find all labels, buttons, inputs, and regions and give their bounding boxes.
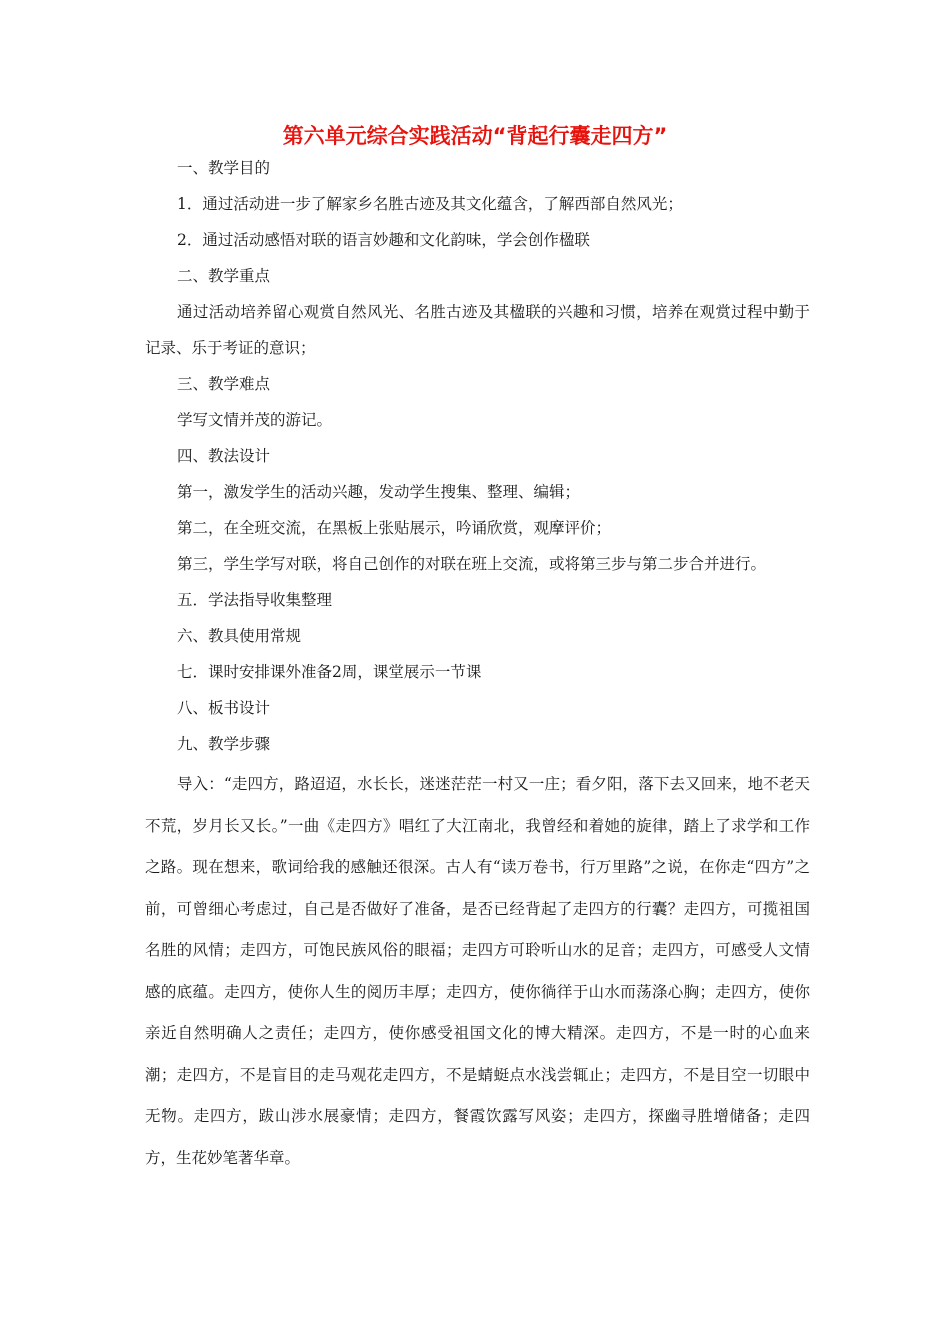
objective-item-2: 2．通过活动感悟对联的语言妙趣和文化韵味，学会创作楹联: [177, 231, 590, 249]
intro-paragraph: 导入：“走四方，路迢迢，水长长，迷迷茫茫一村又一庄；看夕阳，落下去又回来，地不老天不荒，岁月长又长。”一曲《走四方》唱红了大江南北，我曾经和着她的旋律，踏上了求学和工作之路。现在想来，歌词给我的感触还很深。古人有“读万卷书，行万里路”之说，在你走“四方”之前，可曾细心考虑过，自己是否做好了准备，是否已经背起了走四方的行囊？走四方，可揽祖国名胜的风情；走四方，可饱民族风俗的眼福；走四方可聆听山水的足音；走四方，可感受人文情感的底蕴。走四方，使你人生的阅历丰厚；走四方，使你徜徉于山水而荡涤心胸；走四方，使你亲近自然明确人之责任；走四方，使你感受祖国文化的博大精深。走四方，不是一时的心血来潮；走四方，不是盲目的走马观花走四方，不是蜻蜓点水浅尝辄止；走四方，不是目空一切眼中无物。走四方，跋山涉水展豪情；走四方，餐霞饮露写风姿；走四方，探幽寻胜增储备；走四方，生花妙笔著华章。: [145, 775, 810, 1167]
method-step-3: 第三，学生学写对联，将自己创作的对联在班上交流，或将第三步与第二步合并进行。: [177, 555, 767, 573]
section-heading-focus: 二、教学重点: [177, 267, 271, 285]
document-body: [145, 150, 810, 1179]
section-heading-study-guide: 五．学法指导收集整理: [177, 591, 333, 609]
section-heading-steps: 九、教学步骤: [177, 735, 271, 753]
objective-item-1: 1．通过活动进一步了解家乡名胜古迹及其文化蕴含，了解西部自然风光；: [177, 195, 683, 213]
section-heading-schedule: 七．课时安排课外准备2周，课堂展示一节课: [177, 663, 482, 681]
section-heading-method: 四、教法设计: [177, 447, 271, 465]
section-heading-board: 八、板书设计: [177, 699, 271, 717]
section-heading-difficulty: 三、教学难点: [177, 375, 271, 393]
focus-paragraph: 通过活动培养留心观赏自然风光、名胜古迹及其楹联的兴趣和习惯，培养在观赏过程中勤于记录、乐于考证的意识；: [145, 303, 810, 357]
section-heading-tools: 六、教具使用常规: [177, 627, 302, 645]
document-title: 第六单元综合实践活动“背起行囊走四方”: [282, 124, 668, 148]
section-heading-objectives: 一、教学目的: [177, 159, 271, 177]
method-step-2: 第二，在全班交流，在黑板上张贴展示，吟诵欣赏，观摩评价；: [177, 519, 612, 537]
difficulty-text: 学写文情并茂的游记。: [177, 411, 333, 429]
method-step-1: 第一，激发学生的活动兴趣，发动学生搜集、整理、编辑；: [177, 483, 581, 501]
